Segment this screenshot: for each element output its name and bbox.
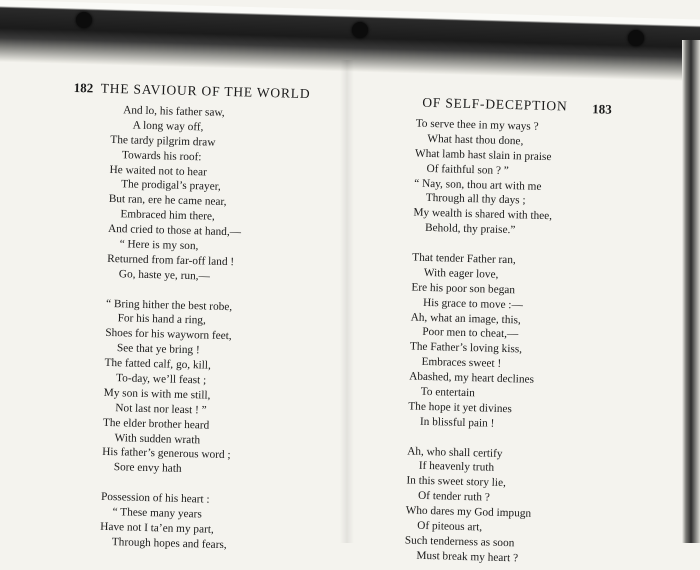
- poem-line: “ Bring hither the best robe,: [105, 297, 233, 313]
- poem-line: Of tender ruth ?: [417, 490, 490, 504]
- poem-line: Sore envy hath: [113, 461, 182, 476]
- poem-line: With eager love,: [423, 266, 499, 281]
- poem-line: To-day, we’ll feast ;: [115, 372, 207, 387]
- poem-line: Abashed, my heart declines: [408, 370, 535, 386]
- poem-line: “ Here is my son,: [119, 238, 199, 253]
- poem-line: Must break my heart ?: [416, 549, 519, 565]
- poem-line: Towards his roof:: [121, 148, 202, 163]
- poem-line: Have not I ta’en my part,: [100, 520, 214, 536]
- binding-hole: [352, 22, 368, 38]
- poem-line: The hope it yet divines: [408, 400, 513, 416]
- poem-line: That tender Father ran,: [412, 251, 516, 267]
- poem-line: Ere his poor son began: [411, 281, 516, 297]
- poem-line: What hast thou done,: [427, 132, 524, 148]
- poem-line: My son is with me still,: [103, 386, 211, 402]
- left-page: [0, 0, 345, 552]
- poem-line: In this sweet story lie,: [406, 474, 507, 490]
- poem-line: Poor men to cheat,—: [422, 326, 519, 341]
- poem-line: The Father’s loving kiss,: [409, 340, 523, 356]
- poem-line: But ran, ere he came near,: [108, 193, 227, 209]
- poem-line: Shoes for his wayworn feet,: [105, 327, 232, 343]
- poem-text: [100, 103, 245, 553]
- poem-line: Ah, who shall certify: [407, 445, 503, 460]
- poem-line: What lamb hast slain in praise: [414, 147, 552, 163]
- poem-line: Embraced him there,: [120, 208, 215, 223]
- book-gutter: [340, 60, 354, 543]
- poem-line: The fatted calf, go, kill,: [104, 357, 211, 372]
- poem-line: And lo, his father saw,: [122, 104, 225, 119]
- poem-line: His father’s generous word ;: [102, 446, 231, 462]
- scanner-edge: [682, 40, 700, 543]
- poem-line: Such tenderness as soon: [404, 534, 515, 550]
- poem-line: And cried to those at hand,—: [107, 223, 242, 239]
- running-title: THE SAVIOUR OF THE WORLD: [100, 80, 311, 102]
- poem-line: Returned from far-off land !: [107, 252, 235, 269]
- poem-line: My wealth is shared with thee,: [413, 206, 553, 223]
- poem-line: “ Nay, son, thou art with me: [414, 177, 542, 193]
- poem-line: The elder brother heard: [102, 416, 210, 432]
- poem-text: [404, 117, 554, 567]
- poem-line: Of faithful son ? ”: [426, 162, 509, 177]
- running-title: OF SELF-DECEPTION: [422, 94, 568, 114]
- poem-line: Possession of his heart :: [100, 490, 210, 506]
- poem-line: With sudden wrath: [114, 431, 201, 446]
- poem-line: The prodigal’s prayer,: [121, 178, 221, 194]
- poem-line: In blissful pain !: [419, 415, 495, 430]
- poem-line: See that ye bring !: [116, 342, 200, 357]
- poem-line: To serve thee in my ways ?: [415, 117, 539, 133]
- poem-line: Go, haste ye, run,—: [118, 268, 210, 283]
- poem-line: Through hopes and fears,: [111, 535, 227, 551]
- poem-line: A long way off,: [132, 119, 204, 134]
- page-number: 182: [73, 79, 94, 96]
- poem-line: Who dares my God impugn: [405, 504, 532, 520]
- poem-line: Not last nor least ! ”: [115, 401, 207, 417]
- poem-line: To entertain: [420, 385, 475, 400]
- poem-line: Through all thy days ;: [425, 192, 526, 207]
- poem-line: Ah, what an image, this,: [410, 311, 521, 326]
- right-page: [381, 0, 685, 565]
- poem-line: Behold, thy praise.”: [424, 222, 516, 237]
- poem-line: The tardy pilgrim draw: [110, 133, 216, 149]
- poem-line: Embraces sweet !: [421, 356, 502, 371]
- poem-line: For his hand a ring,: [117, 312, 206, 327]
- poem-line: If heavenly truth: [418, 460, 495, 475]
- poem-line: “ These many years: [112, 506, 202, 521]
- poem-line: He waited not to hear: [109, 163, 207, 179]
- page-number: 183: [592, 101, 612, 117]
- poem-line: Of piteous art,: [417, 519, 483, 534]
- poem-line: His grace to move :—: [422, 296, 523, 312]
